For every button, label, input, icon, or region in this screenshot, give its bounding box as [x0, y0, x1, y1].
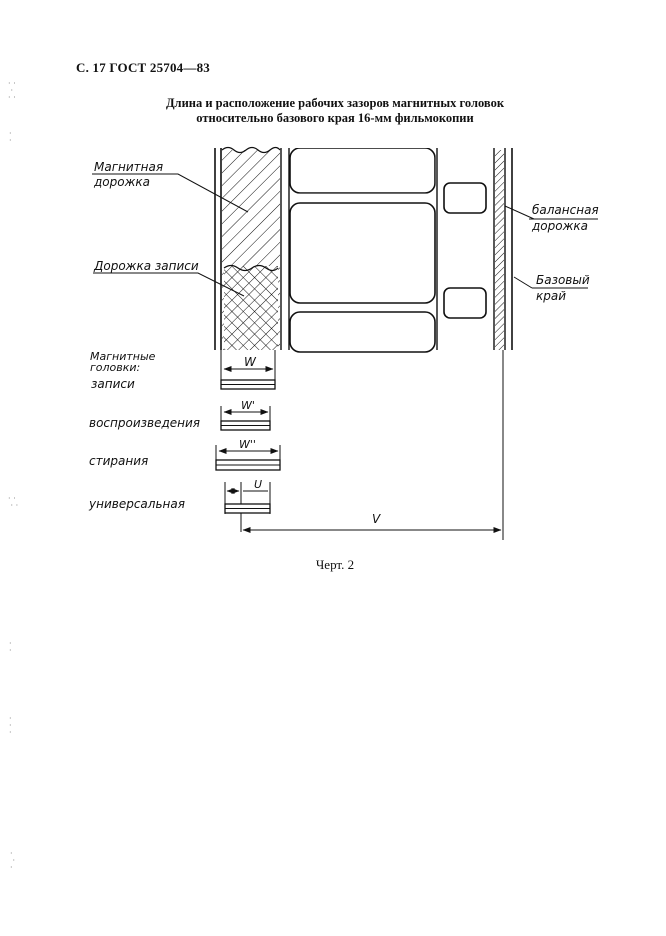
scan-margin-mark: · · · · [8, 494, 19, 510]
scan-margin-mark: · · · · · [8, 79, 16, 102]
heads-title: головки: [90, 361, 141, 374]
head-universal-label: универсальная [89, 497, 185, 511]
dim-w-double-prime-label: W'' [239, 438, 256, 451]
scan-margin-mark: · · · [10, 849, 16, 872]
page-header: С. 17 ГОСТ 25704—83 [76, 60, 210, 75]
figure-caption-line-1: Длина и расположение рабочих зазоров магнитных головок [165, 96, 505, 110]
dim-v-label: V [372, 512, 381, 526]
perforation [444, 183, 486, 213]
scan-margin-mark: · · · [9, 714, 12, 737]
head-record-label: записи [91, 377, 135, 391]
balance-track-label: дорожка [532, 219, 589, 233]
universal-head [225, 482, 270, 514]
magnetic-track-label: Магнитная [94, 160, 164, 174]
scan-margin-mark: · · [9, 129, 12, 145]
v-dimension [241, 514, 501, 532]
dim-w-label: W [244, 355, 256, 369]
record-head [221, 369, 275, 389]
figure-label: Черт. 2 [315, 557, 355, 572]
head-erase-label: стирания [89, 454, 149, 468]
recording-track-label: Дорожка записи [94, 259, 199, 273]
magnetic-track-label: дорожка [94, 175, 151, 189]
film-frame [290, 148, 435, 193]
head-playback-label: воспроизведения [89, 416, 200, 430]
dim-u-label: U [254, 478, 263, 491]
base-edge-label: Базовый [536, 273, 590, 287]
balance-track-label: балансная [532, 203, 599, 217]
base-edge-label: край [536, 289, 567, 303]
balance-track-area [495, 150, 504, 350]
perforation [444, 288, 486, 318]
dim-w-prime-label: W' [241, 399, 255, 412]
film-frame [290, 312, 435, 352]
film-frame [290, 203, 435, 303]
figure-caption-line-2: относительно базового края 16-мм фильмокопии [196, 111, 474, 125]
heads-title: Магнитные [90, 350, 156, 363]
scan-margin-mark: · · [9, 639, 12, 655]
